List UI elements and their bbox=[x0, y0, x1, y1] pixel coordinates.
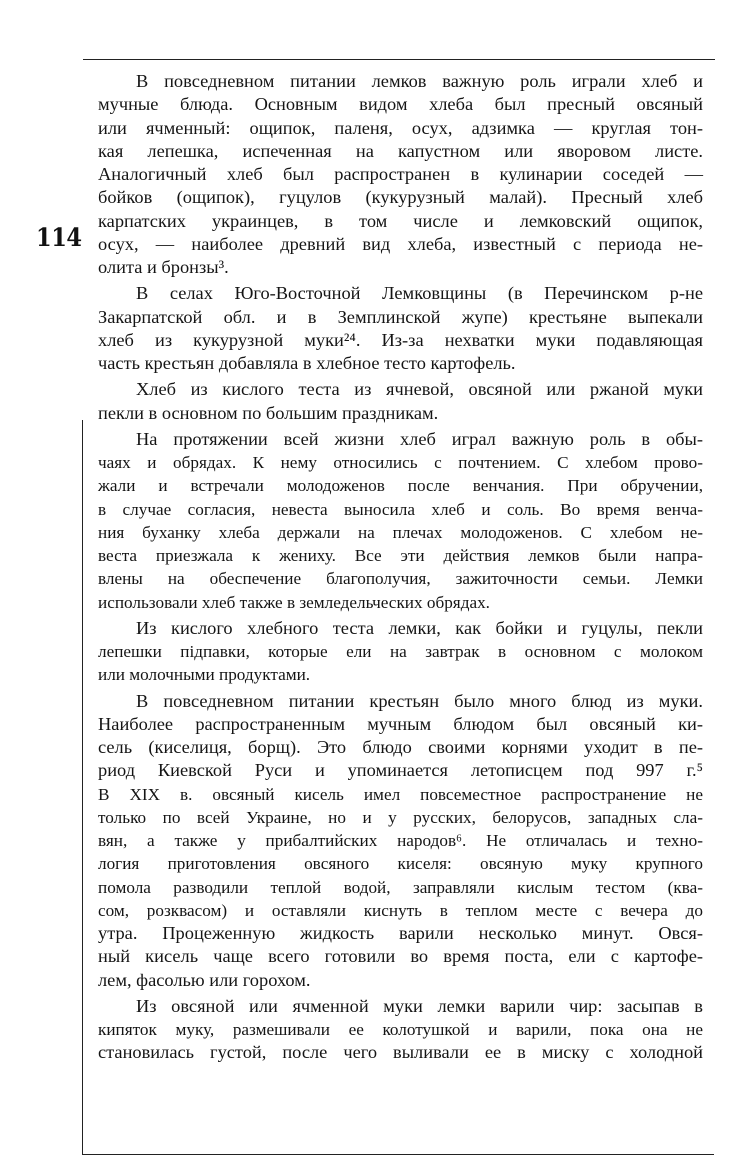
text-line: или молочными продуктами. bbox=[98, 665, 311, 685]
text-line: Закарпатской обл. и в Земплинской жупе) крестьяне выпекали bbox=[98, 306, 703, 327]
text-line: Из овсяной или ячменной муки лемки варили чир: засыпав в bbox=[136, 995, 703, 1016]
text-line: помола разводили теплой водой, заправляли кислым тестом (ква- bbox=[98, 877, 703, 897]
text-line: логия приготовления овсяного киселя: овсяную муку крупного bbox=[98, 854, 703, 874]
text-line: или ячменный: ощипок, паленя, осух, адзимка — круглая тон- bbox=[98, 117, 703, 138]
text-line: На протяжении всей жизни хлеб играл важную роль в обы- bbox=[136, 428, 703, 449]
text-line: только по всей Украине, но и у русских, белорусов, западных сла- bbox=[98, 807, 703, 827]
text-line: кипяток муку, размешивали ее колотушкой и варили, пока она не bbox=[98, 1020, 703, 1039]
text-line: ный кисель чаще всего готовили во время поста, ели с картофе- bbox=[98, 946, 703, 967]
text-line: В селах Юго-Восточной Лемковщины (в Перечинском р-не bbox=[136, 283, 703, 304]
text-line: кая лепешка, испеченная на капустном или яворовом листе. bbox=[98, 140, 703, 161]
text-line: В повседневном питании лемков важную роль играли хлеб и bbox=[136, 71, 703, 91]
text-line: В повседневном питании крестьян было много блюд из муки. bbox=[136, 690, 703, 711]
text-line: сом, розквасом) и оставляли киснуть в теплом месте с вечера до bbox=[98, 900, 703, 920]
text-line: Из кислого хлебного теста лемки, как бойки и гуцулы, пекли bbox=[136, 617, 703, 638]
text-line: вян, а также у прибалтийских народов⁶. Не отличалась и техно- bbox=[98, 831, 703, 850]
text-line: Хлеб из кислого теста из ячневой, овсяной или ржаной муки bbox=[136, 379, 703, 400]
text-line: лем, фасолью или горохом. bbox=[98, 969, 311, 990]
text-line: карпатских украинцев, в том числе и лемковский ощипок, bbox=[98, 210, 703, 231]
body-text bbox=[98, 70, 703, 1065]
text-line: влены на обеспечение благополучия, зажиточности семьи. Лемки bbox=[98, 569, 703, 589]
text-line: мучные блюда. Основным видом хлеба был пресный овсяный bbox=[98, 94, 703, 115]
text-line: веста приезжала к жениху. Все эти действия лемков были напра- bbox=[98, 546, 703, 565]
text-line: олита и бронзы³. bbox=[98, 257, 229, 277]
bottom-rule bbox=[82, 1154, 714, 1155]
text-line: утра. Процеженную жидкость варили несколько минут. Овся- bbox=[98, 923, 703, 943]
text-line: в случае согласия, невеста выносила хлеб и соль. Во время венча- bbox=[98, 499, 703, 519]
text-line: осух, — наиболее древний вид хлеба, известный с периода не- bbox=[98, 233, 703, 254]
text-line: лепешки пiдпавки, которые ели на завтрак в основном с молоком bbox=[98, 642, 703, 661]
left-margin-rule bbox=[82, 420, 83, 1154]
text-line: ния буханку хлеба держали на плечах молодоженов. С хлебом не- bbox=[98, 522, 703, 542]
text-line: чаях и обрядах. К нему относились с почтением. С хлебом прово- bbox=[98, 453, 703, 472]
top-rule bbox=[83, 59, 715, 60]
text-line: бойков (ощипок), гуцулов (кукурузный малай). Пресный хлеб bbox=[98, 187, 703, 208]
text-line: использовали хлеб также в земледельческих обрядах. bbox=[98, 592, 490, 612]
text-line: становилась густой, после чего выливали ее в миску с холодной bbox=[98, 1042, 703, 1063]
page-number: 114 bbox=[36, 223, 82, 252]
text-line: жали и встречали молодоженов после венчания. При обручении, bbox=[98, 476, 703, 496]
text-line: риод Киевской Руси и упоминается летописцем под 997 г.⁵ bbox=[98, 760, 703, 781]
text-line: хлеб из кукурузной муки²⁴. Из-за нехватки муки подавляющая bbox=[98, 329, 703, 350]
text-line: Наиболее распространенным мучным блюдом был овсяный ки- bbox=[98, 713, 703, 734]
text-line: часть крестьян добавляла в хлебное тесто картофель. bbox=[98, 353, 516, 373]
text-line: пекли в основном по большим праздникам. bbox=[98, 402, 439, 423]
text-line: В XIX в. овсяный кисель имел повсеместное распространение не bbox=[98, 784, 703, 804]
text-line: сель (киселиця, борщ). Это блюдо своими корнями уходит в пе- bbox=[98, 737, 703, 757]
text-line: Аналогичный хлеб был распространен в кулинарии соседей — bbox=[98, 164, 703, 184]
